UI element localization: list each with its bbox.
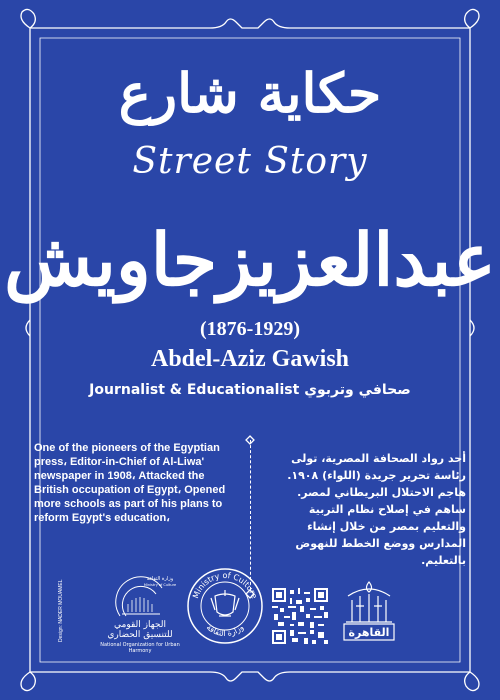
life-years: (1876-1929) — [200, 318, 300, 340]
cairo-name-arabic: القاهرة — [348, 626, 390, 639]
cairo-logo — [338, 576, 400, 646]
sun-icon — [367, 582, 372, 592]
nouh-ministry-arabic: وزارة الثقافة — [146, 576, 174, 582]
role-line — [0, 382, 500, 398]
svg-text:وزارة الثقافة — [205, 623, 246, 638]
role-arabic: صحافي وتربوي — [304, 382, 411, 398]
logo-row — [0, 560, 500, 670]
nouh-logo — [100, 568, 180, 653]
design-credit: Design: NADER MOUAMEL — [58, 579, 64, 642]
description-arabic: أحد رواد الصحافة المصرية، تولى رئاسة تحرير جريدة (اللواء) ١٩٠٨. هاجم الاحتلال البريطاني لمصر. ساهم في إصلاح نظام التربية والتعليم بمصر من خلال إنشاء المدارس ووضع الخطط للنهوض بالتعليم. — [287, 452, 466, 567]
moc-name-english: Ministry of Culture — [191, 570, 259, 600]
nouh-name-arabic: الجهاز القومي للتنسيق الحضاري — [107, 620, 173, 640]
series-title-english: Street Story — [132, 141, 368, 182]
eagle-icon — [211, 590, 239, 616]
role-english: Journalist & Educationalist — [89, 382, 300, 398]
series-title-arabic: حكاية شارع — [118, 61, 382, 125]
moc-name-arabic: وزارة الثقافة — [204, 622, 246, 639]
nouh-emblem-icon — [100, 568, 180, 620]
qr-code[interactable] — [272, 588, 328, 644]
nouh-name-english: National Organization for Urban Harmony — [100, 642, 180, 654]
person-name-english: Abdel-Aziz Gawish — [151, 346, 349, 372]
nouh-ministry-english: Ministry of Culture — [143, 583, 177, 587]
ministry-of-culture-seal — [185, 566, 265, 646]
description-english: One of the pioneers of the Egyptian press، Editor-in-Chief of Al-Liwa' newspaper in 1908، Attacked the British occupation of Egypt، Opened more schools as part of his plans to reform Egypt's education، — [34, 442, 226, 524]
person-name-arabic: عبدالعزيزجاويش — [4, 217, 496, 302]
